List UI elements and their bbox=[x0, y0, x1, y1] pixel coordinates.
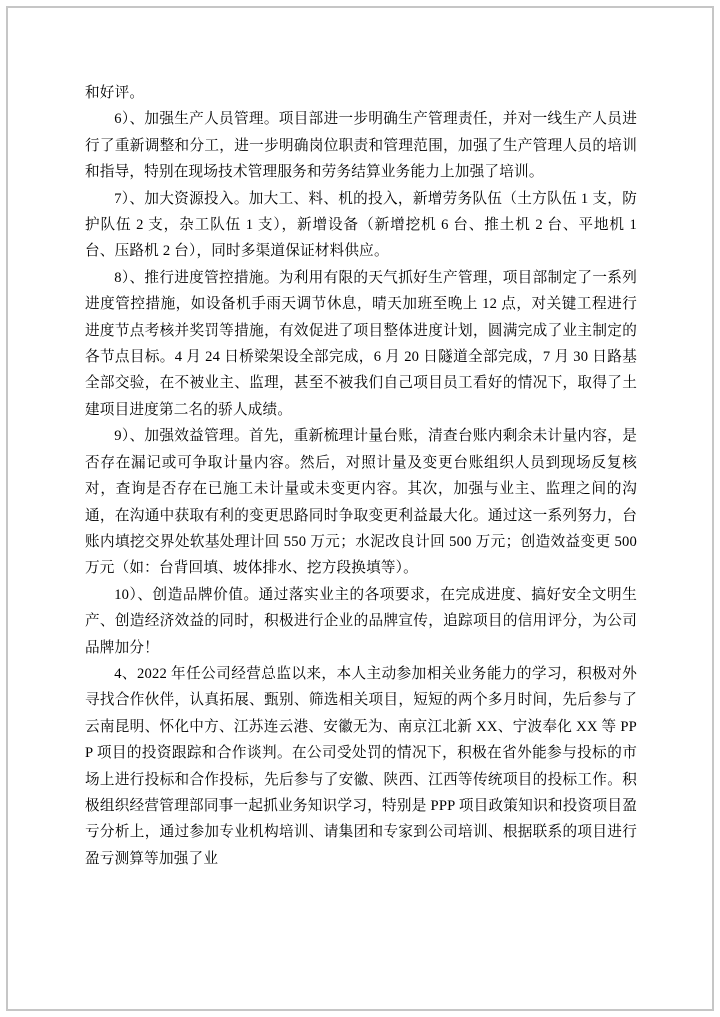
paragraph: 4、2022 年任公司经营总监以来，本人主动参加相关业务能力的学习，积极对外寻找合作伙伴，认真拓展、甄别、筛选相关项目，短短的两个多月时间，先后参与了云南昆明、怀化中方、江苏连云港、安徽无为、南京江北新 XX、宁波奉化 XX 等 PPP 项目的投资跟踪和合作谈判。在公司受处罚的情况下，积极在省外能参与投标的市场上进行投标和合作投标，先后参与了安徽、陕西、江西等传统项目的投标工作。积极组织经营管理部同事一起抓业务知识学习，特别是 PPP 项目政策知识和投资项目盈亏分析上，通过参加专业机构培训、请集团和专家到公司培训、根据联系的项目进行盈亏测算等加强了业 bbox=[85, 665, 637, 867]
paragraph: 8）、推行进度管控措施。为利用有限的天气抓好生产管理，项目部制定了一系列进度管控措施，如设备机手雨天调节休息，晴天加班至晚上 12 点，对关键工程进行进度节点考核并奖罚等措施，有效促进了项目整体进度计划，圆满完成了业主制定的各节点目标。4 月 24 日桥梁架设全部完成，6 月 20 日隧道全部完成，7 月 30 日路基全部交验，在不被业主、监理，甚至不被我们自己项目员工看好的情况下，取得了土建项目进度第二名的骄人成绩。 bbox=[85, 269, 637, 418]
paragraph: 7）、加大资源投入。加大工、料、机的投入，新增劳务队伍（土方队伍 1 支，防护队伍 2 支，杂工队伍 1 支），新增设备（新增挖机 6 台、推土机 2 台、平地机 1 台、压路机 2 台），同时多渠道保证材料供应。 bbox=[85, 190, 637, 260]
paragraph: 和好评。 bbox=[85, 85, 145, 101]
document-body bbox=[85, 80, 637, 872]
paragraph: 10）、创造品牌价值。通过落实业主的各项要求，在完成进度、搞好安全文明生产、创造经济效益的同时，积极进行企业的品牌宣传，追踪项目的信用评分，为公司品牌加分！ bbox=[85, 586, 637, 656]
paragraph: 9）、加强效益管理。首先，重新梳理计量台账，清查台账内剩余未计量内容，是否存在漏记或可争取计量内容。然后，对照计量及变更台账组织人员到现场反复核对，查询是否存在已施工未计量或未变更内容。其次，加强与业主、监理之间的沟通，在沟通中获取有利的变更思路同时争取变更利益最大化。通过这一系列努力，台账内填挖交界处软基处理计回 550 万元；水泥改良计回 500 万元；创造效益变更 500 万元（如：台背回填、坡体排水、挖方段换填等）。 bbox=[85, 428, 637, 577]
paragraph: 6）、加强生产人员管理。项目部进一步明确生产管理责任，并对一线生产人员进行了重新调整和分工，进一步明确岗位职责和管理范围，加强了生产管理人员的培训和指导，特别在现场技术管理服务和劳务结算业务能力上加强了培训。 bbox=[85, 111, 637, 181]
